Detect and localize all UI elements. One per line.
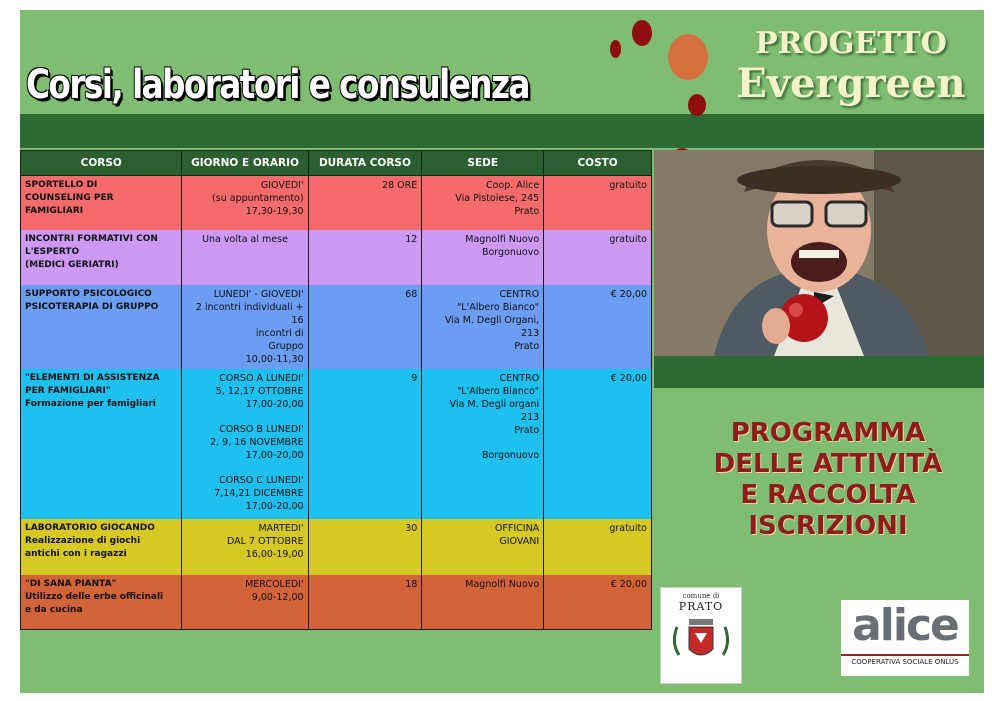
header-sede: SEDE <box>422 151 544 176</box>
sede-line: CENTRO <box>499 289 540 300</box>
giorno-line: incontri di <box>255 328 304 339</box>
elderly-man-photo <box>654 150 984 356</box>
prato-small-label: comune di <box>682 592 720 600</box>
cell-giorno <box>182 575 308 630</box>
giorno-line: Gruppo <box>268 341 304 352</box>
sede-line: GIOVANI <box>499 536 540 547</box>
cell-durata: 28 ORE <box>308 176 422 231</box>
cell-corso <box>21 230 182 285</box>
program-heading <box>688 418 968 542</box>
corso-line: PER FAMIGLIARI" <box>25 386 111 396</box>
decor-dot <box>632 20 652 46</box>
cell-corso <box>21 285 182 369</box>
cell-sede <box>422 230 544 285</box>
cell-costo: gratuito <box>544 176 652 231</box>
sede-line: 213 <box>521 412 540 423</box>
sede-line: Prato <box>514 425 540 436</box>
cell-giorno <box>182 519 308 575</box>
prato-name-label: PRATO <box>678 600 724 613</box>
giorno-line: 17,00-20,00 <box>245 450 304 461</box>
program-line: DELLE ATTIVITÀ <box>713 449 943 479</box>
corso-line: L'ESPERTO <box>25 247 80 257</box>
giorno-line: CORSO C LUNEDI' <box>219 475 304 486</box>
photo-band <box>654 356 984 388</box>
cell-durata: 12 <box>308 230 422 285</box>
sede-spacer <box>426 437 539 449</box>
cell-durata: 9 <box>308 369 422 519</box>
header-durata: DURATA CORSO <box>308 151 422 176</box>
sede-line: Borgonuovo <box>481 450 540 461</box>
giorno-line: DAL 7 OTTOBRE <box>227 536 304 547</box>
sede-line: Prato <box>514 206 540 217</box>
sede-line: "L'Albero Bianco" <box>456 302 540 313</box>
sede-line: 213 <box>521 328 540 339</box>
table-row <box>21 369 652 519</box>
corso-line: SPORTELLO DI <box>25 180 98 190</box>
alice-logo <box>841 600 969 676</box>
decor-dot <box>610 40 621 58</box>
giorno-line: 17,00-20,00 <box>245 399 304 410</box>
cell-costo: € 20,00 <box>544 369 652 519</box>
giorno-line: 7,14,21 DICEMBRE <box>214 488 304 499</box>
cell-costo: € 20,00 <box>544 575 652 630</box>
giorno-line: 2, 9, 16 NOVEMBRE <box>210 437 304 448</box>
cell-giorno <box>182 369 308 519</box>
giorno-line: MERCOLEDI' <box>245 579 304 590</box>
corso-line: (MEDICI GERIATRI) <box>25 260 119 270</box>
table-header-row <box>21 151 652 176</box>
table-row <box>21 575 652 630</box>
cell-giorno <box>182 285 308 369</box>
cell-durata: 18 <box>308 575 422 630</box>
giorno-line: 9,00-12,00 <box>251 592 304 603</box>
page-title: Corsi, laboratori e consulenza <box>26 62 529 108</box>
header-costo: COSTO <box>544 151 652 176</box>
giorno-line: GIOVEDI' <box>260 180 304 191</box>
cell-sede <box>422 176 544 231</box>
corso-subtitle: e da cucina <box>25 605 83 615</box>
header-giorno: GIORNO E ORARIO <box>182 151 308 176</box>
cell-durata: 68 <box>308 285 422 369</box>
corso-subtitle: Utilizzo delle erbe officinali <box>25 592 164 602</box>
corso-line: "ELEMENTI DI ASSISTENZA <box>25 373 160 383</box>
giorno-line: Una volta al mese <box>202 234 288 245</box>
program-line: E RACCOLTA <box>740 480 916 510</box>
giorno-line: 16,00-19,00 <box>245 549 304 560</box>
brand-line-2: Evergreen <box>736 60 966 107</box>
program-line: ISCRIZIONI <box>748 511 908 541</box>
decor-dot <box>668 34 708 80</box>
table-row <box>21 176 652 231</box>
sede-line: OFFICINA <box>494 523 540 534</box>
project-brand <box>720 26 982 106</box>
corso-line: COUNSELING PER <box>25 193 114 203</box>
cell-costo: gratuito <box>544 519 652 575</box>
cell-costo: gratuito <box>544 230 652 285</box>
corso-subtitle: Formazione per famigliari <box>25 399 156 409</box>
photo-illustration <box>654 150 984 356</box>
alice-name: alice <box>852 600 958 651</box>
giorno-line: 17,00-20,00 <box>245 501 304 512</box>
corso-subtitle: antichi con i ragazzi <box>25 549 127 559</box>
cell-corso <box>21 176 182 231</box>
cell-durata: 30 <box>308 519 422 575</box>
corso-line: FAMIGLIARI <box>25 206 84 216</box>
cell-giorno <box>182 176 308 231</box>
sede-line: Via M. Degli Organi, <box>444 315 540 326</box>
prato-crest-icon <box>661 613 741 675</box>
corso-line: SUPPORTO PSICOLOGICO <box>25 289 152 299</box>
corso-line: PSICOTERAPIA DI GRUPPO <box>25 302 159 312</box>
sede-line: Coop. Alice <box>485 180 540 191</box>
corso-line: LABORATORIO GIOCANDO <box>25 523 155 533</box>
header-corso: CORSO <box>21 151 182 176</box>
giorno-line: 5, 12,17 OTTOBRE <box>215 386 304 397</box>
brand-line-1: PROGETTO <box>755 26 947 61</box>
sede-line: Magnolfi Nuovo <box>465 234 540 245</box>
table-row <box>21 519 652 575</box>
giorno-line: (su appuntamento) <box>212 193 304 204</box>
cell-corso <box>21 369 182 519</box>
program-line: PROGRAMMA <box>730 418 926 448</box>
cell-giorno <box>182 230 308 285</box>
cell-costo: € 20,00 <box>544 285 652 369</box>
giorno-line: 17,30-19,30 <box>245 206 304 217</box>
schedule-table <box>20 150 652 630</box>
cell-sede <box>422 519 544 575</box>
alice-subtitle: COOPERATIVA SOCIALE ONLUS <box>841 654 969 666</box>
corso-line: INCONTRI FORMATIVI CON <box>25 234 158 244</box>
corso-subtitle: Realizzazione di giochi <box>25 536 141 546</box>
giorno-line: 2 incontri individuali + 16 <box>195 302 304 326</box>
cell-sede <box>422 575 544 630</box>
giorno-line: LUNEDI' - GIOVEDI' <box>213 289 304 300</box>
table-row <box>21 285 652 369</box>
giorno-line: MARTEDI' <box>258 523 304 534</box>
table-row <box>21 230 652 285</box>
sede-line: Magnolfi Nuovo <box>465 579 540 590</box>
cell-sede <box>422 369 544 519</box>
header-band <box>20 114 984 148</box>
sede-line: Prato <box>514 341 540 352</box>
prato-logo <box>660 587 742 684</box>
sede-line: Borgonuovo <box>481 247 540 258</box>
sede-line: Via M. Degli organi <box>449 399 540 410</box>
decor-dot <box>688 94 706 116</box>
cell-sede <box>422 285 544 369</box>
cell-corso <box>21 575 182 630</box>
giorno-spacer <box>186 462 303 474</box>
giorno-line: CORSO A LUNEDI' <box>219 373 304 384</box>
giorno-spacer <box>186 411 303 423</box>
corso-line: "DI SANA PIANTA" <box>25 579 117 589</box>
sede-line: CENTRO <box>499 373 540 384</box>
giorno-line: 10,00-11,30 <box>245 354 304 365</box>
sede-line: Via Pistoiese, 245 <box>455 193 540 204</box>
sede-line: "L'Albero Bianco" <box>456 386 540 397</box>
cell-corso <box>21 519 182 575</box>
giorno-line: CORSO B LUNEDI' <box>219 424 304 435</box>
